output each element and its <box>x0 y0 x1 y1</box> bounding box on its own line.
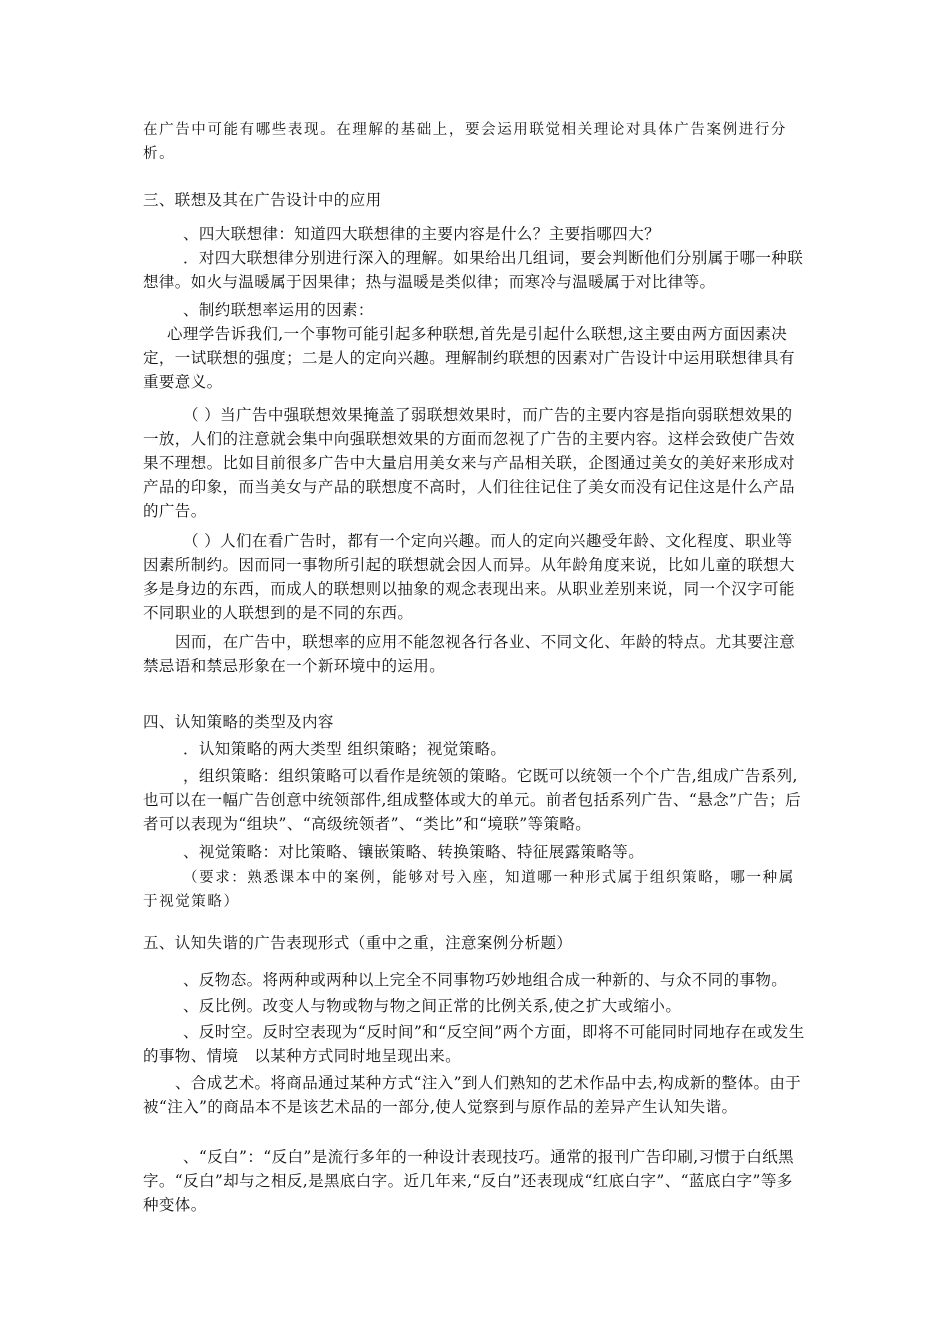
section-4-paragraph-2: ，组织策略：组织策略可以看作是统领的策略。它既可以统领一个个广告,组成广告系列,也可以在一幅广告创意中统领部件,组成整体或大的单元。前者包括系列广告、“悬念”广告；后者可以表现为“组块”、“高级统领者”、“类比”和“境联”等策略。 <box>143 767 801 833</box>
section-3-paragraph-7: 因而，在广告中，联想率的应用不能忽视各行各业、不同文化、年龄的特点。尤其要注意禁忌语和禁忌形象在一个新环境中的运用。 <box>143 633 796 675</box>
section-5-paragraph-4: 、合成艺术。将商品通过某种方式“注入”到人们熟知的艺术作品中去,构成新的整体。由于被“注入”的商品本不是该艺术品的一部分,使人觉察到与原作品的差异产生认知失谐。 <box>143 1074 802 1116</box>
section-3-paragraph-2: ．对四大联想律分别进行深入的理解。如果给出几组词，要会判断他们分别属于哪一种联想律。如火与温暖属于因果律；热与温暖是类似律；而寒冷与温暖属于对比律等。 <box>143 249 804 291</box>
section-3-paragraph-4: 心理学告诉我们,一个事物可能引起多种联想,首先是引起什么联想,这主要由两方面因素决定，一试联想的强度；二是人的定向兴趣。理解制约联想的因素对广告设计中运用联想律具有重要意义。 <box>143 325 795 391</box>
section-5-paragraph-3: 、反时空。反时空表现为“反时间”和“反空间”两个方面，即将不可能同时同地存在或发生的事物、情境 以某种方式同时地呈现出来。 <box>143 1023 805 1065</box>
section-5-paragraph-1: 、反物态。将两种或两种以上完全不同事物巧妙地组合成一种新的、与众不同的事物。 <box>183 971 788 989</box>
section-5-heading: 五、认知失谐的广告表现形式（重中之重，注意案例分析题） <box>143 934 573 952</box>
section-3-paragraph-1: 、四大联想律：知道四大联想律的主要内容是什么？主要指哪四大？ <box>183 225 661 243</box>
section-3-paragraph-3: 、制约联想率运用的因素： <box>183 301 374 319</box>
section-5-paragraph-5: 、“反白”：“反白”是流行多年的一种设计表现技巧。通常的报刊广告印刷,习惯于白纸黑字。“反白”却与之相反,是黑底白字。近几年来,“反白”还表现成“红底白字”、“蓝底白字”等多种变体。 <box>143 1148 795 1214</box>
section-3-heading: 三、联想及其在广告设计中的应用 <box>143 191 382 209</box>
section-4-paragraph-3: 、视觉策略：对比策略、镶嵌策略、转换策略、特征展露策略等。 <box>183 843 645 861</box>
section-4-requirement: （要求：熟悉课本中的案例，能够对号入座，知道哪一种形式属于组织策略，哪一种属于视觉策略） <box>143 870 795 910</box>
section-5-paragraph-2: 、反比例。改变人与物或物与物之间正常的比例关系,使之扩大或缩小。 <box>183 997 682 1015</box>
section-4-paragraph-1: ．认知策略的两大类型 组织策略；视觉策略。 <box>183 740 507 758</box>
section-4-heading: 四、认知策略的类型及内容 <box>143 713 334 731</box>
section-3-paragraph-5: （ ）当广告中强联想效果掩盖了弱联想效果时，而广告的主要内容是指向弱联想效果的一放，人们的注意就会集中向强联想效果的方面而忽视了广告的主要内容。这样会致使广告效果不理想。比如目前很多广告中大量启用美女来与产品相关联，企图通过美女的美好来形成对产品的印象，而当美女与产品的联想度不高时，人们往往记住了美女而没有记住这是什么产品的广告。 <box>143 406 795 520</box>
intro-paragraph: 在广告中可能有哪些表现。在理解的基础上，要会运用联觉相关理论对具体广告案例进行分析。 <box>143 122 787 162</box>
section-3-paragraph-6: （ ）人们在看广告时，都有一个定向兴趣。而人的定向兴趣受年龄、文化程度、职业等因素所制约。因而同一事物所引起的联想就会因人而异。从年龄角度来说，比如儿童的联想大多是身边的东西，而成人的联想则以抽象的观念表现出来。从职业差别来说，同一个汉字可能不同职业的人联想到的是不同的东西。 <box>143 532 795 622</box>
